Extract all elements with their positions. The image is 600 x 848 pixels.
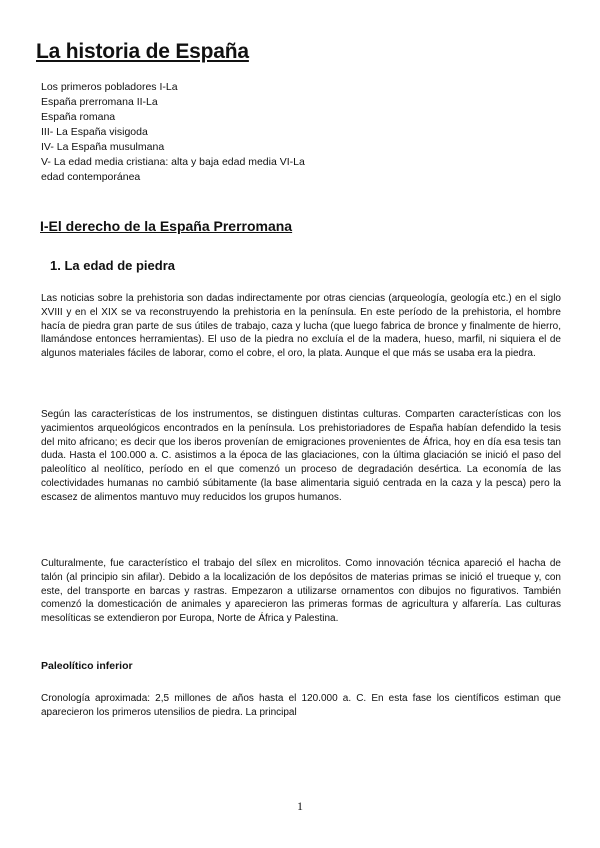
paragraph: Las noticias sobre la prehistoria son dadas indirectamente por otras ciencias (arqueología, geología etc.) en el siglo XVIII y en el XIX se va reconstruyendo la prehistoria en la península. En este período de la prehistoria, el hombre hacía de piedra gran parte de sus útiles de trabajo, caza y lucha (que luego fabrica de bronce y finalmente de hierro, llamándose entonces herramientas). El uso de la piedra no excluía el de la madera, hueso, marfil, ni siquiera el de algunos materiales fáciles de laborar, como el cobre, el oro, la plata. Aunque el que más se usaba era la piedra. xyxy=(41,293,561,360)
document-title: La historia de España xyxy=(36,40,249,63)
toc-line: V- La edad media cristiana: alta y baja edad media VI-La xyxy=(41,156,305,168)
paragraph: Cronología aproximada: 2,5 millones de años hasta el 120.000 a. C. En esta fase los científicos estiman que aparecieron los primeros utensilios de piedra. La principal xyxy=(41,693,561,718)
toc-line: España prerromana II-La xyxy=(41,96,158,108)
toc-line: III- La España visigoda xyxy=(41,126,148,138)
paragraph: Según las características de los instrumentos, se distinguen distintas culturas. Comparten características con los yacimientos arqueológicos encontrados en la península. Los prehistoriadores de España habían defendido la tesis del mito africano; es decir que los iberos provenían de emigraciones provenientes de África, hoy en día esa tesis tan duda. Hasta el 100.000 a. C. asistimos a la época de las glaciaciones, con la última glaciación se inició el paso del paleolítico al neolítico, período en el que comenzó un proceso de degradación desértica. La economía de las colectividades humanas no cambió súbitamente (la base alimentaria siguió centrada en la caza y la pesca) pero la escasez de alimentos mantuvo muy reducidos los grupos humanos. xyxy=(41,409,561,503)
page-number: 1 xyxy=(297,799,303,813)
toc-line: Los primeros pobladores I-La xyxy=(41,81,178,93)
toc-line: España romana xyxy=(41,111,116,123)
table-of-contents xyxy=(41,80,341,185)
section-heading: I-El derecho de la España Prerromana xyxy=(40,218,293,234)
subsection-heading: 1. La edad de piedra xyxy=(50,258,175,273)
paleolithic-heading: Paleolítico inferior xyxy=(41,660,133,672)
paragraph: Culturalmente, fue característico el trabajo del sílex en microlitos. Como innovación técnica apareció el hacha de talón (al principio sin afilar). Debido a la localización de los depósitos de materias primas se inició el trueque y, con este, del transporte en barcas y rastras. Empezaron a utilizarse ornamentos con dibujos no figurativos. También comenzó la domesticación de animales y aparecieron las primeras formas de agricultura y alfarería. Las culturas mesolíticas se extendieron por Europa, Norte de África y Palestina. xyxy=(41,558,561,625)
toc-line: edad contemporánea xyxy=(41,171,141,183)
toc-line: IV- La España musulmana xyxy=(41,141,165,153)
